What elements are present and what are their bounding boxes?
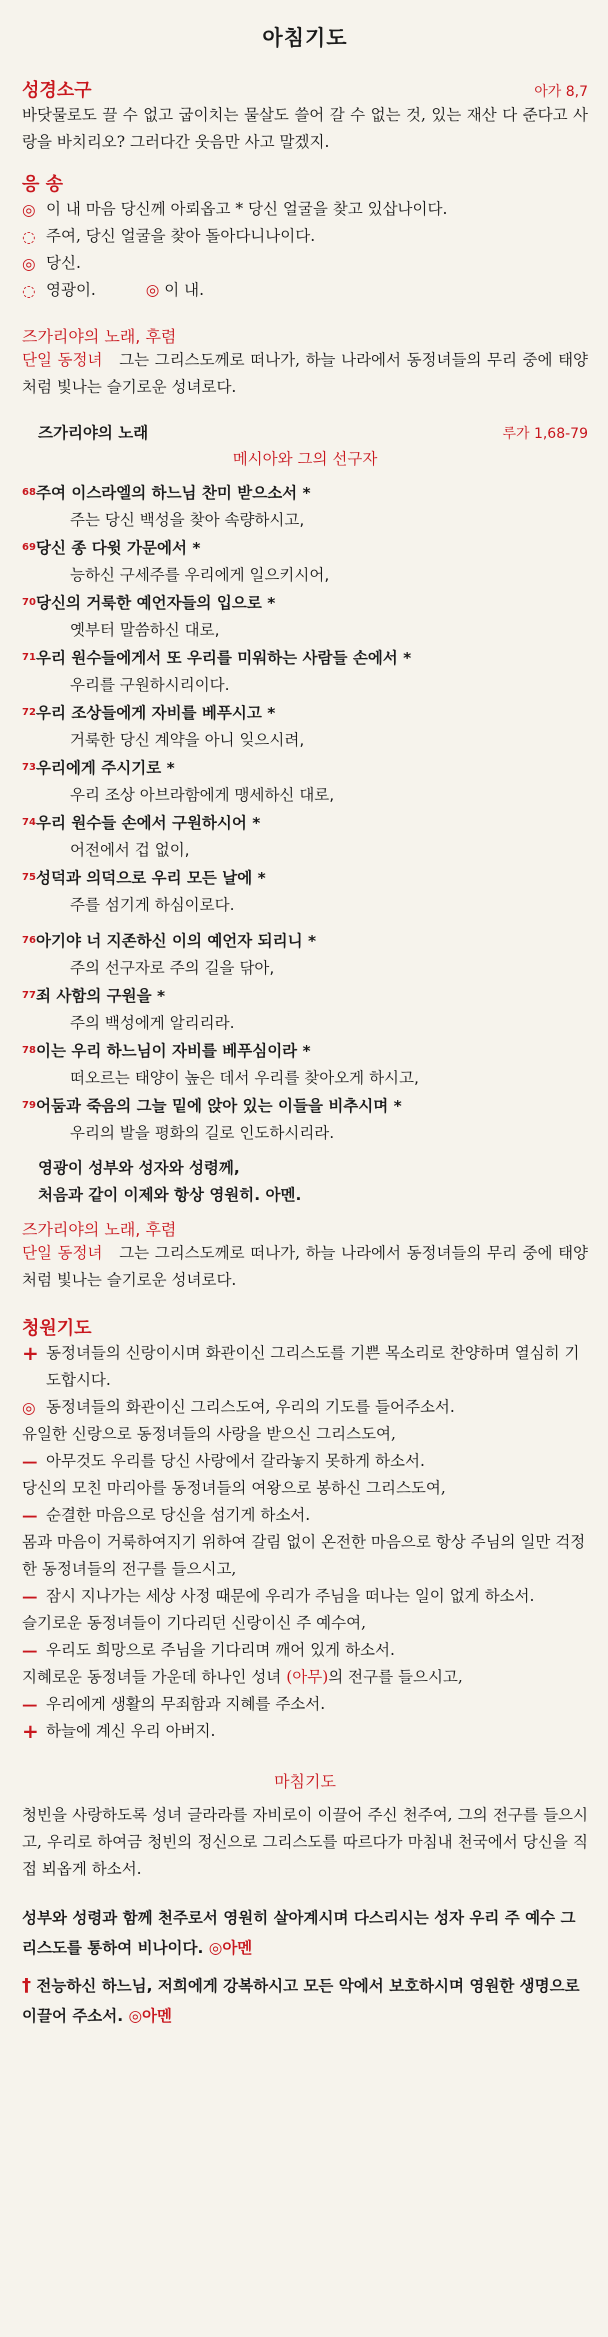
- verse-line: [22, 809, 588, 837]
- response-heading: 응 송: [22, 174, 64, 195]
- intercession-reply: [22, 1637, 588, 1664]
- verse-text: 우리 조상들에게 자비를 베푸시고 *: [36, 704, 276, 722]
- verse-continuation: 옛부터 말씀하신 대로,: [70, 621, 220, 639]
- intercession-petition: [22, 1664, 588, 1691]
- verse-number: 79: [22, 1100, 36, 1111]
- verse-continuation: 우리를 구원하시리이다.: [70, 676, 230, 694]
- intercession-reply-text: 우리도 희망으로 주님을 기다리며 깨어 있게 하소서.: [46, 1641, 395, 1659]
- verse-number: 68: [22, 487, 36, 498]
- verse-text: 죄 사함의 구원을 *: [36, 987, 166, 1005]
- response-text: 당신.: [46, 254, 81, 272]
- intercession-reply: [22, 1448, 588, 1475]
- intercession-petition: 유일한 신랑으로 동정녀들의 사랑을 받으신 그리스도여,: [22, 1425, 396, 1443]
- response-mark: ◎: [22, 200, 36, 219]
- reading-header: [22, 76, 588, 102]
- antiphon-text: [22, 347, 588, 401]
- response-line: [22, 196, 588, 223]
- verse-continuation: 능하신 구세주를 우리에게 일으키시어,: [70, 566, 330, 584]
- verse-number: 71: [22, 652, 36, 663]
- gloria-line: 처음과 같이 이제와 항상 영원히. 아멘.: [38, 1186, 302, 1204]
- verse-number: 77: [22, 990, 36, 1001]
- verse-line: [22, 864, 588, 892]
- blessing-text: 전능하신 하느님, 저희에게 강복하시고 모든 악에서 보호하시며 영원한 생명으로 이끌어 주소서.: [22, 1977, 580, 2025]
- amen-mark: ◎아멘: [128, 2007, 173, 2025]
- verse-line: [22, 982, 588, 1010]
- verse-line: [22, 644, 588, 672]
- closing-heading: 마침기도: [274, 1772, 336, 1791]
- verse-line: [22, 1037, 588, 1065]
- verse-continuation: 주의 백성에게 알리리라.: [70, 1014, 235, 1032]
- response-mark: ◎: [22, 254, 36, 273]
- dash-mark: —: [22, 1587, 38, 1606]
- intercessions-heading: 청원기도: [22, 1318, 92, 1339]
- verse-continuation: 거룩한 당신 계약을 아니 잊으시려,: [70, 731, 305, 749]
- intercession-intro: [22, 1340, 588, 1394]
- reading-ref: 아가 8,7: [534, 84, 588, 100]
- response-text: 영광이.: [46, 281, 96, 299]
- antiphon-label: 단일 동정녀: [22, 351, 103, 369]
- petition-name: (아무): [286, 1668, 329, 1686]
- doxology-text: 성부와 성령과 함께 천주로서 영원히 살아계시며 다스리시는 성자 우리 주 예수 그리스도를 통하여 비나이다.: [22, 1909, 576, 1957]
- antiphon-heading: 즈가리야의 노래, 후렴: [22, 1220, 177, 1239]
- canticle-subtitle: 메시아와 그의 선구자: [232, 450, 378, 468]
- verse-text: 당신의 거룩한 예언자들의 입으로 *: [36, 594, 276, 612]
- verse-continuation: 주를 섬기게 하심이로다.: [70, 896, 235, 914]
- response-mark: ◎: [145, 281, 160, 299]
- verse-number: 69: [22, 542, 36, 553]
- verse-text: 이는 우리 하느님이 자비를 베푸심이라 *: [36, 1042, 311, 1060]
- gloria-line: 영광이 성부와 성자와 성령께,: [38, 1159, 240, 1177]
- verse-continuation: 주의 선구자로 주의 길을 닦아,: [70, 959, 275, 977]
- verse-number: 75: [22, 872, 36, 883]
- response-mark: ◎: [22, 1398, 36, 1417]
- verse-line: [22, 589, 588, 617]
- response-text: 주여, 당신 얼굴을 찾아 돌아다니나이다.: [46, 227, 316, 245]
- intercession-reply: [22, 1583, 588, 1610]
- verse-continuation: 우리 조상 아브라함에게 맹세하신 대로,: [70, 786, 335, 804]
- response-line: [22, 277, 588, 304]
- verse-number: 76: [22, 935, 36, 946]
- intercession-final-text: 하늘에 계신 우리 아버지.: [46, 1722, 216, 1740]
- verse-number: 78: [22, 1045, 36, 1056]
- response-line: [22, 250, 588, 277]
- plus-mark: +: [22, 1719, 39, 1743]
- intercession-final: [22, 1718, 588, 1745]
- plus-mark: +: [22, 1341, 39, 1365]
- verse-line: [22, 927, 588, 955]
- verse-continuation: 떠오르는 태양이 높은 데서 우리를 찾아오게 하시고,: [70, 1069, 419, 1087]
- intercession-reply-text: 순결한 마음으로 당신을 섬기게 하소서.: [46, 1506, 311, 1524]
- verse-text: 우리에게 주시기로 *: [36, 759, 175, 777]
- canticle-ref: 루가 1,68-79: [502, 426, 588, 442]
- verse-line: [22, 1092, 588, 1120]
- reading-heading: 성경소구: [22, 80, 92, 101]
- verse-group: [22, 479, 588, 919]
- verse-text: 어둠과 죽음의 그늘 밑에 앉아 있는 이들을 비추시며 *: [36, 1097, 402, 1115]
- response-mark: ◌: [22, 281, 36, 300]
- intercession-reply: [22, 1502, 588, 1529]
- intercession-reply-text: 우리에게 생활의 무죄함과 지혜를 주소서.: [46, 1695, 326, 1713]
- antiphon-text: [22, 1240, 588, 1294]
- doxology: [22, 1903, 588, 1963]
- intercession-reply: [22, 1691, 588, 1718]
- response-text: 이 내 마음 당신께 아뢰옵고 * 당신 얼굴을 찾고 있삽나이다.: [46, 200, 448, 218]
- intercession-response-text: 동정녀들의 화관이신 그리스도여, 우리의 기도를 들어주소서.: [46, 1398, 455, 1416]
- verse-continuation: 어전에서 겁 없이,: [70, 841, 190, 859]
- canticle-heading: 즈가리야의 노래: [38, 424, 149, 442]
- intercession-response: [22, 1394, 588, 1421]
- intercession-petition: 당신의 모친 마리아를 동정녀들의 여왕으로 봉하신 그리스도여,: [22, 1479, 446, 1497]
- antiphon-label: 단일 동정녀: [22, 1244, 103, 1262]
- blessing: [22, 1971, 588, 2031]
- verse-text: 우리 원수들 손에서 구원하시어 *: [36, 814, 261, 832]
- verse-line: [22, 699, 588, 727]
- intercession-intro-text: 동정녀들의 신랑이시며 화관이신 그리스도를 기쁜 목소리로 찬양하며 열심히 기도합시다.: [46, 1344, 580, 1389]
- verse-continuation: 주는 당신 백성을 찾아 속량하시고,: [70, 511, 305, 529]
- response-mark: ◌: [22, 227, 36, 246]
- dash-mark: —: [22, 1506, 38, 1525]
- response-text: 이 내.: [164, 281, 205, 299]
- dash-mark: —: [22, 1641, 38, 1660]
- intercession-petition: 슬기로운 동정녀들이 기다리던 신랑이신 주 예수여,: [22, 1614, 366, 1632]
- intercession-petition: 몸과 마음이 거룩하여지기 위하여 갈림 없이 온전한 마음으로 항상 주님의 일만 걱정한 동정녀들의 전구를 들으시고,: [22, 1533, 586, 1578]
- antiphon-body: 그는 그리스도께로 떠나가, 하늘 나라에서 동정녀들의 무리 중에 태양처럼 빛나는 슬기로운 성녀로다.: [22, 1244, 589, 1289]
- dash-mark: —: [22, 1452, 38, 1471]
- intercession-reply-text: 잠시 지나가는 세상 사정 때문에 우리가 주님을 떠나는 일이 없게 하소서.: [46, 1587, 535, 1605]
- amen-mark: ◎아멘: [208, 1939, 253, 1957]
- verse-text: 주여 이스라엘의 하느님 찬미 받으소서 *: [36, 484, 311, 502]
- dash-mark: —: [22, 1695, 38, 1714]
- verse-line: [22, 754, 588, 782]
- petition-text-a: 지혜로운 동정녀들 가운데 하나인 성녀: [22, 1668, 282, 1686]
- verse-group: [22, 927, 588, 1147]
- verse-number: 73: [22, 762, 36, 773]
- verse-number: 72: [22, 707, 36, 718]
- response-line: [22, 223, 588, 250]
- verse-number: 70: [22, 597, 36, 608]
- reading-text: 바닷물로도 끌 수 없고 굽이치는 물살도 쓸어 갈 수 없는 것, 있는 재산 다 준다고 사랑을 바치리오? 그러다간 웃음만 사고 말겠지.: [22, 106, 588, 151]
- antiphon-body: 그는 그리스도께로 떠나가, 하늘 나라에서 동정녀들의 무리 중에 태양처럼 빛나는 슬기로운 성녀로다.: [22, 351, 589, 396]
- verse-line: [22, 479, 588, 507]
- verse-continuation: 우리의 발을 평화의 길로 인도하시리라.: [70, 1124, 335, 1142]
- canticle-header: [22, 421, 588, 443]
- verse-text: 성덕과 의덕으로 우리 모든 날에 *: [36, 869, 266, 887]
- verse-text: 당신 종 다윗 가문에서 *: [36, 539, 201, 557]
- intercession-reply-text: 아무것도 우리를 당신 사랑에서 갈라놓지 못하게 하소서.: [46, 1452, 425, 1470]
- closing-text: 청빈을 사랑하도록 성녀 글라라를 자비로이 이끌어 주신 천주여, 그의 전구를 들으시고, 우리로 하여금 청빈의 정신으로 그리스도를 따르다가 마침내 천국에서 당신을 직접 뵈옵게 하소서.: [22, 1806, 588, 1878]
- page-title: 아침기도: [262, 26, 348, 50]
- verse-text: 아기야 너 지존하신 이의 예언자 되리니 *: [36, 932, 317, 950]
- verse-text: 우리 원수들에게서 또 우리를 미워하는 사람들 손에서 *: [36, 649, 412, 667]
- cross-mark: †: [22, 1975, 31, 1996]
- petition-text-b: 의 전구를 들으시고,: [328, 1668, 463, 1686]
- intercession-pairs: [22, 1421, 588, 1664]
- verse-line: [22, 534, 588, 562]
- antiphon-heading: 즈가리야의 노래, 후렴: [22, 327, 177, 346]
- verse-number: 74: [22, 817, 36, 828]
